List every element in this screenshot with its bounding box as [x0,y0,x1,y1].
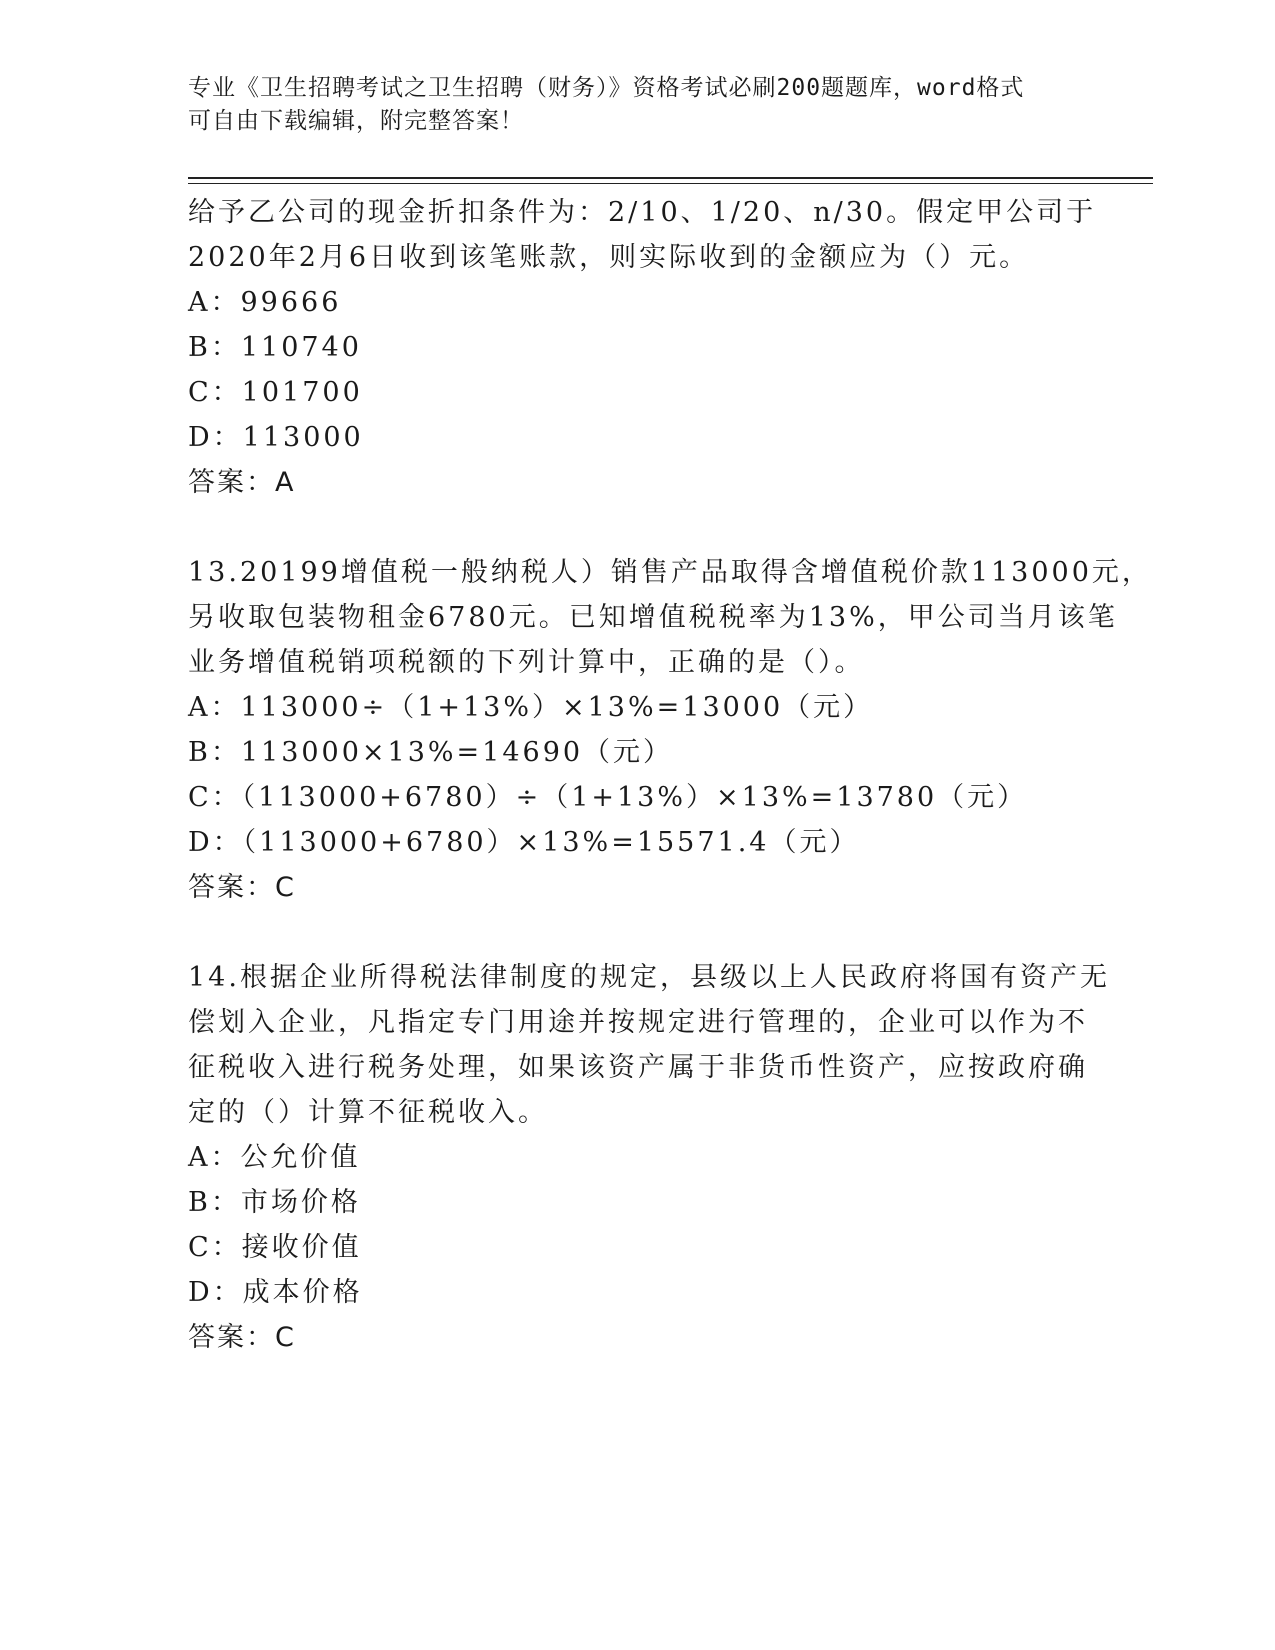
question-text-line: 业务增值税销项税额的下列计算中，正确的是（）。 [188,647,865,678]
option-letter: C [188,782,212,813]
option-letter: A [188,287,211,318]
option-separator: ： [210,287,241,318]
option-separator: ： [210,692,241,723]
option-text: 成本价格 [242,1277,363,1308]
option-text: 113000 [242,422,364,453]
option-a [188,685,1088,730]
option-letter: B [188,1187,211,1218]
question-list [188,190,1152,1360]
option-text: 113000×13%=14690（元） [240,737,674,768]
option-text: 101700 [241,377,363,408]
header-divider-thick [188,177,1153,179]
option-text: 市场价格 [240,1187,361,1218]
question-block [188,955,1110,1360]
option-letter: D [188,827,213,858]
option-letter: C [188,1232,212,1263]
option-c [188,370,1088,415]
option-text: 99666 [240,287,342,318]
question-text-line: 14.根据企业所得税法律制度的规定，县级以上人民政府将国有资产无 [188,962,1110,993]
option-separator: ： [210,737,241,768]
document-header [188,72,1068,138]
option-a [188,1135,1088,1180]
option-separator: ： [210,1142,241,1173]
question-block [188,190,1097,505]
question-text-line: 征税收入进行税务处理，如果该资产属于非货币性资产，应按政府确 [188,1052,1088,1083]
option-letter: B [188,332,211,363]
option-text: （113000+6780）÷（1+13%）×13%=13780（元） [241,782,1028,813]
option-separator: ： [210,332,241,363]
header-title-line-2: 可自由下载编辑，附完整答案！ [188,108,524,134]
option-b [188,730,1088,775]
option-text: 公允价值 [240,1142,361,1173]
option-d [188,415,1088,460]
question-block [188,550,1152,910]
question-text-line: 2020年2月6日收到该笔账款，则实际收到的金额应为（）元。 [188,242,1030,273]
answer-line: 答案：C [188,872,296,903]
option-b [188,325,1088,370]
answer-line: 答案：A [188,467,296,498]
option-b [188,1180,1088,1225]
option-text: （113000+6780）×13%=15571.4（元） [242,827,860,858]
option-separator: ： [212,1277,243,1308]
option-letter: A [188,692,211,723]
option-letter: D [188,1277,213,1308]
option-text: 接收价值 [241,1232,362,1263]
option-letter: B [188,737,211,768]
question-text-line: 13.20199增值税一般纳税人）销售产品取得含增值税价款113000元， [188,557,1152,588]
question-spacer [188,910,1088,955]
header-title-line-1: 专业《卫生招聘考试之卫生招聘（财务）》资格考试必刷200题题库，word格式 [188,75,1025,101]
question-spacer [188,505,1088,550]
option-text: 113000÷（1+13%）×13%=13000（元） [240,692,874,723]
option-separator: ： [211,1232,242,1263]
question-text-line: 偿划入企业，凡指定专门用途并按规定进行管理的，企业可以作为不 [188,1007,1088,1038]
option-separator: ： [211,377,242,408]
option-text: 110740 [240,332,362,363]
option-d [188,1270,1088,1315]
option-separator: ： [210,1187,241,1218]
option-d [188,820,1088,865]
option-letter: A [188,1142,211,1173]
option-separator: ： [212,422,243,453]
question-text-line: 给予乙公司的现金折扣条件为：2/10、1/20、n/30。假定甲公司于 [188,197,1097,228]
answer-line: 答案：C [188,1322,296,1353]
option-c [188,775,1088,820]
option-a [188,280,1088,325]
option-separator: ： [212,827,243,858]
question-text-line: 另收取包装物租金6780元。已知增值税税率为13%，甲公司当月该笔 [188,602,1118,633]
header-divider-thin [188,183,1153,184]
option-letter: C [188,377,212,408]
option-c [188,1225,1088,1270]
question-text-line: 定的（）计算不征税收入。 [188,1097,548,1128]
option-letter: D [188,422,213,453]
option-separator: ： [211,782,242,813]
